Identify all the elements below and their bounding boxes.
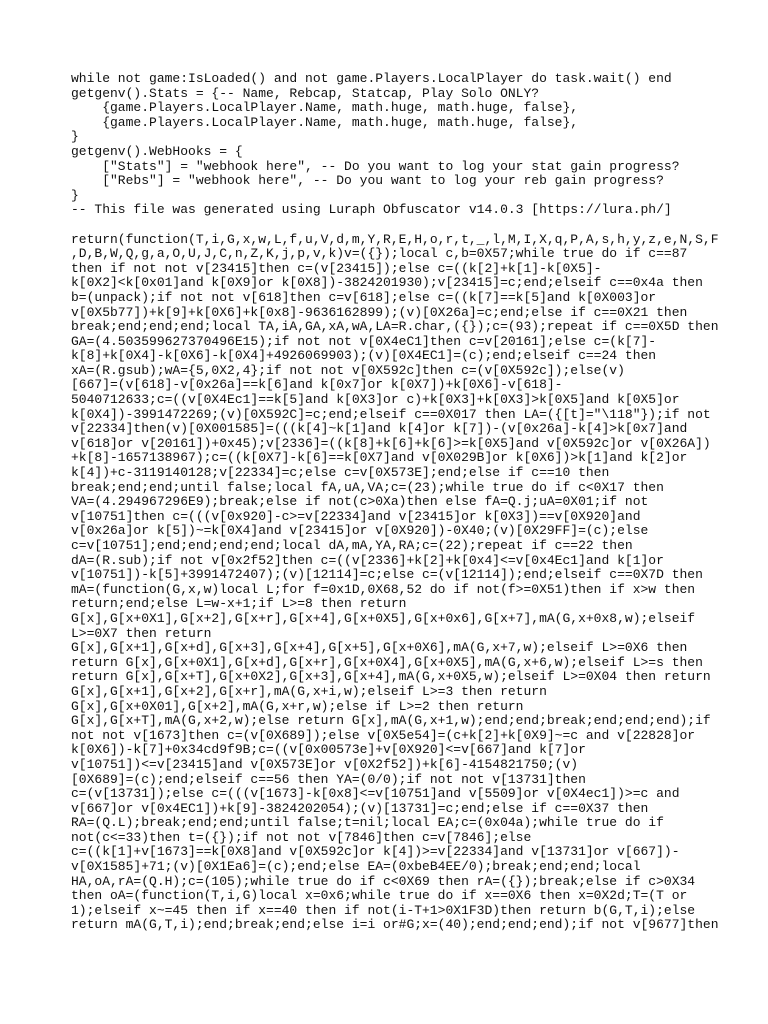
code-line: return;end;else L=w-x+1;if L>=8 then return (71, 596, 407, 612)
code-line: while not game:IsLoaded() and not game.Players.LocalPlayer do task.wait() end (71, 71, 672, 86)
code-line: 5040712633;c=((v[0X4Ec1]==k[5]and k[0X3]or c)+k[0X3]+k[0X3]>k[0X5]and k[0X5]or (71, 392, 680, 408)
code-line: k[8]+k[0X4]-k[0X6]-k[0X4]+4926069903);(v)[0X4EC1]=(c);end;elseif c==24 then (71, 348, 657, 364)
code-line: GA=(4.503599627370496E15);if not not v[0X4eC1]then c=v[20161];else c=(k[7]- (71, 333, 657, 349)
code-line: G[x],G[x+0X1],G[x+2],G[x+r],G[x+4],G[x+0X5],G[x+0x6],G[x+7],mA(G,x+0x8,w);elseif (71, 610, 696, 626)
code-line: {game.Players.LocalPlayer.Name, math.huge, math.huge, false}, (71, 114, 579, 130)
code-line: -- This file was generated using Luraph Obfuscator v14.0.3 [https://lura.ph/] (71, 202, 672, 218)
code-line: xA=(R.gsub);wA={5,0X2,4};if not not v[0X592c]then c=(v[0X592c]);else(v) (71, 362, 625, 378)
code-line: G[x],G[x+T],mA(G,x+2,w);else return G[x],mA(G,x+1,w);end;end;break;end;end;end);if (71, 713, 711, 729)
code-line: return G[x],G[x+T],G[x+0X2],G[x+3],G[x+4],mA(G,x+0X5,w);elseif L>=0X04 then return (71, 669, 711, 685)
code-line: k[4])+c-3119140128;v[22334]=c;else c=v[0X573E];end;else if c==10 then (71, 465, 610, 481)
code-line: } (71, 129, 79, 145)
code-line: break;end;end;end;local TA,iA,GA,xA,wA,LA=R.char,({});c=(93);repeat if c==0X5D then (71, 319, 719, 335)
code-line: v[0X1585]+71;(v)[0X1Ea6]=(c);end;else EA=(0xbeB4EE/0);break;end;end;local (71, 859, 641, 875)
code-line: b=(unpack);if not not v[618]then c=v[618];else c=((k[7]==k[5]and k[0X003]or (71, 289, 657, 305)
code-line: k[0X4])-3991472269;(v)[0X592C]=c;end;elseif c==0X017 then LA=({[t]="\118"});if not (71, 406, 711, 422)
code-line: then if not not v[23415]then c=(v[23415]);else c=((k[2]+k[1]-k[0X5]- (71, 260, 602, 276)
code-line: v[10751])<=v[23415]and v[0X573E]or v[0X2f52])+k[6]-4154821750;(v) (71, 756, 579, 772)
code-line: G[x],G[x+0X01],G[x+2],mA(G,x+r,w);else if L>=2 then return (71, 698, 524, 714)
code-line: return G[x],G[x+0X1],G[x+d],G[x+r],G[x+0X4],G[x+0X5],mA(G,x+6,w);elseif L>=s then (71, 654, 703, 670)
code-line: [0X689]=(c);end;elseif c==56 then YA=(0/0);if not not v[13731]then (71, 771, 586, 787)
code-line: k[0X6])-k[7]+0x34cd9f9B;c=((v[0x00573e]+v[0X920]<=v[667]and k[7]or (71, 742, 586, 758)
code-line: getgenv().Stats = {-- Name, Rebcap, Statcap, Play Solo ONLY? (71, 85, 540, 101)
code-text-block (71, 71, 719, 933)
code-line: then oA=(function(T,i,G)local x=0x6;while true do if x==0X6 then x=0X2d;T=(T or (71, 888, 688, 904)
code-line: c=v[10751];end;end;end;end;local dA,mA,YA,RA;c=(22);repeat if c==22 then (71, 538, 633, 553)
code-line: v[618]or v[20161])+0x45);v[2336]=((k[8]+k[6]+k[6]>=k[0X5]and v[0X592c]or v[0X26A]) (71, 435, 711, 451)
code-line: dA=(R.sub);if not v[0x2f52]then c=((v[2336]+k[2]+k[0x4]<=v[0x4Ec1]and k[1]or (71, 552, 664, 568)
code-line: RA=(Q.L);break;end;end;until false;t=nil;local EA;c=(0x04a);while true do if (71, 815, 664, 831)
code-line: c=(v[13731]);else c=(((v[1673]-k[0x8]<=v[10751]and v[5509]or v[0X4ec1])>=c and (71, 786, 680, 802)
code-line: k[0X2]<k[0x01]and k[0X9]or k[0X8])-3824201930);v[23415]=c;end;elseif c==0x4a then (71, 275, 703, 291)
code-line: } (71, 187, 79, 203)
code-line: ["Stats"] = "webhook here", -- Do you want to log your stat gain progress? (71, 158, 680, 174)
code-line: not(c<=33)then t=({});if not not v[7846]then c=v[7846];else (71, 829, 532, 845)
code-line: v[0X5b77])+k[9]+k[0X6]+k[0x8]-9636162899);(v)[0X26a]=c;end;else if c==0X21 then (71, 304, 688, 320)
code-line: v[667]or v[0x4EC1])+k[9]-3824202054);(v)[13731]=c;end;else if c==0X37 then (71, 800, 649, 816)
code-line: +k[8]-1657138967);c=((k[0X7]-k[6]==k[0X7]and v[0X029B]or k[0X6])>k[1]and k[2]or (71, 450, 688, 466)
code-line: {game.Players.LocalPlayer.Name, math.huge, math.huge, false}, (71, 100, 579, 116)
code-line: ["Rebs"] = "webhook here", -- Do you want to log your reb gain progress? (71, 173, 664, 189)
code-line: getgenv().WebHooks = { (71, 143, 243, 159)
code-line: G[x],G[x+1],G[x+2],G[x+r],mA(G,x+i,w);elseif L>=3 then return (71, 683, 547, 699)
code-line: not not v[1673]then c=(v[0X689]);else v[0X5e54]=(c+k[2]+k[0X9]~=c and v[22828]or (71, 727, 696, 743)
code-line (71, 218, 711, 233)
code-line: [667]=(v[618]-v[0x26a]==k[6]and k[0x7]or k[0X7])+k[0X6]-v[618]- (71, 377, 563, 393)
code-line: v[10751])-k[5]+3991472407);(v)[12114]=c;else c=(v[12114]);end;elseif c==0X7D then (71, 567, 703, 583)
code-line: mA=(function(G,x,w)local L;for f=0x1D,0X68,52 do if not(f>=0X51)then if x>w then (71, 581, 696, 597)
code-line: G[x],G[x+1],G[x+d],G[x+3],G[x+4],G[x+5],G[x+0X6],mA(G,x+7,w);elseif L>=0X6 then (71, 640, 688, 656)
code-line: v[10751]then c=(((v[0x920]-c>=v[22334]and v[23415]or k[0X3])==v[0X920]and (71, 508, 641, 524)
code-line: break;end;end;until false;local fA,uA,VA;c=(23);while true do if c<0X17 then (71, 479, 664, 495)
code-line: return mA(G,T,i);end;break;end;else i=i or#G;x=(40);end;end;end);if not v[9677]then (71, 917, 719, 933)
code-line: v[22334]then(v)[0X001585]=(((k[4]~k[1]and k[4]or k[7])-(v[0x26a]-k[4]>k[0x7]and (71, 421, 688, 437)
code-line: return(function(T,i,G,x,w,L,f,u,V,d,m,Y,R,E,H,o,r,t,_,l,M,I,X,q,P,A,s,h,y,z,e,N,S,F (71, 231, 719, 247)
code-line: L>=0X7 then return (71, 625, 212, 641)
code-line: v[0x26a]or k[5])~=k[0X4]and v[23415]or v[0X920])-0X40;(v)[0X29FF]=(c);else (71, 523, 649, 539)
code-line: HA,oA,rA=(Q.H);c=(105);while true do if c<0X69 then rA=({});break;else if c>0X34 (71, 873, 696, 889)
code-line: 1);elseif x~=45 then if x==40 then if not(i-T+1>0X1F3D)then return b(G,T,i);else (71, 902, 696, 918)
code-line: c=((k[1]+v[1673]==k[0X8]and v[0X592c]or k[4])>=v[22334]and v[13731]or v[667])- (71, 844, 680, 860)
code-line: ,D,B,W,Q,g,a,O,U,J,C,n,Z,K,j,p,v,k)v=({});local c,b=0X57;while true do if c==87 (71, 246, 688, 262)
code-line: VA=(4.294967296E9);break;else if not(c>0Xa)then else fA=Q.j;uA=0X01;if not (71, 494, 649, 510)
